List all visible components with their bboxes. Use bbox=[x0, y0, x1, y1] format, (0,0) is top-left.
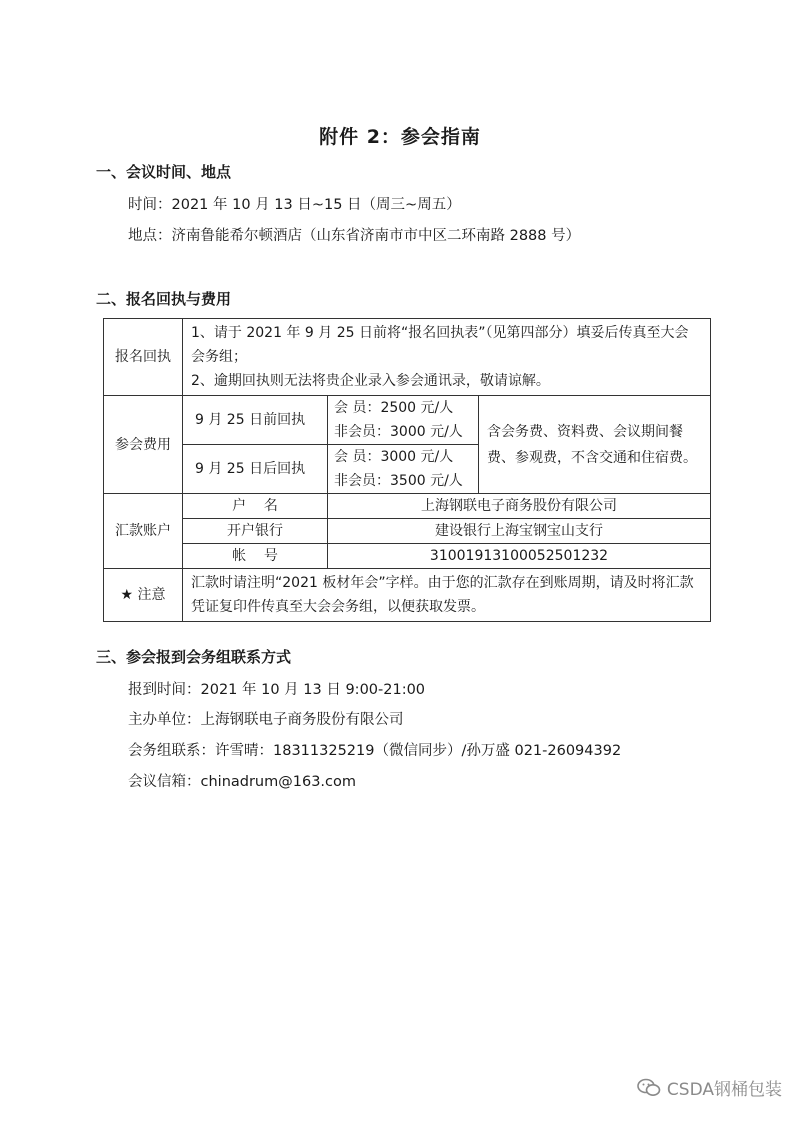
account-bank-label: 开户银行 bbox=[183, 519, 328, 544]
account-name-label: 户 名 bbox=[183, 494, 328, 519]
account-number-value: 31001913100052501232 bbox=[328, 544, 711, 569]
table-row bbox=[104, 544, 711, 569]
fee-note: 含会务费、资料费、会议期间餐费、参观费，不含交通和住宿费。 bbox=[479, 396, 711, 494]
registration-fee-table bbox=[103, 318, 711, 622]
page-title: 附件 2：参会指南 bbox=[319, 126, 481, 148]
fee-after-member: 会 员：3000 元/人 bbox=[334, 449, 454, 465]
table-row bbox=[104, 569, 711, 622]
fee-before-prices bbox=[328, 396, 479, 445]
receipt-content bbox=[183, 319, 711, 396]
account-number-label: 帐 号 bbox=[183, 544, 328, 569]
contact-info: 会务组联系：许雪晴：18311325219（微信同步）/孙万盛 021-26094392 bbox=[128, 743, 622, 759]
section1-heading: 一、会议时间、地点 bbox=[96, 163, 232, 181]
receipt-label: 报名回执 bbox=[104, 319, 183, 396]
checkin-time: 报到时间：2021 年 10 月 13 日 9:00-21:00 bbox=[128, 682, 426, 698]
meeting-place: 地点：济南鲁能希尔顿酒店（山东省济南市市中区二环南路 2888 号） bbox=[128, 228, 581, 244]
watermark-text: CSDA钢桶包装 bbox=[666, 1080, 782, 1100]
wechat-icon bbox=[637, 1078, 661, 1098]
fee-before-member: 会 员：2500 元/人 bbox=[334, 400, 454, 416]
fee-before-nonmember: 非会员：3000 元/人 bbox=[334, 424, 463, 440]
table-row bbox=[104, 494, 711, 519]
section3-heading: 三、参会报到会务组联系方式 bbox=[96, 648, 292, 666]
table-row bbox=[104, 519, 711, 544]
account-bank-value: 建设银行上海宝钢宝山支行 bbox=[328, 519, 711, 544]
table-row bbox=[104, 319, 711, 396]
notice-label: ★ 注意 bbox=[104, 569, 183, 622]
receipt-line-1: 1、请于 2021 年 9 月 25 日前将“报名回执表”（见第四部分）填妥后传真至大会会务组； bbox=[191, 325, 689, 365]
account-name-value: 上海钢联电子商务股份有限公司 bbox=[328, 494, 711, 519]
account-label: 汇款账户 bbox=[104, 494, 183, 569]
receipt-line-2: 2、逾期回执则无法将贵企业录入参会通讯录，敬请谅解。 bbox=[191, 373, 550, 389]
fee-after-prices bbox=[328, 445, 479, 494]
fee-after-label: 9 月 25 日后回执 bbox=[183, 445, 328, 494]
fee-after-nonmember: 非会员：3500 元/人 bbox=[334, 473, 463, 489]
meeting-time: 时间：2021 年 10 月 13 日~15 日（周三~周五） bbox=[128, 197, 461, 213]
fee-before-label: 9 月 25 日前回执 bbox=[183, 396, 328, 445]
fee-label: 参会费用 bbox=[104, 396, 183, 494]
host-unit: 主办单位：上海钢联电子商务股份有限公司 bbox=[128, 712, 404, 728]
watermark bbox=[637, 1075, 782, 1100]
section2-heading: 二、报名回执与费用 bbox=[96, 290, 232, 308]
table-row bbox=[104, 396, 711, 445]
email-info: 会议信箱：chinadrum@163.com bbox=[128, 774, 356, 790]
notice-text: 汇款时请注明“2021 板材年会”字样。由于您的汇款存在到账周期，请及时将汇款凭证复印件传真至大会会务组，以便获取发票。 bbox=[183, 569, 711, 622]
